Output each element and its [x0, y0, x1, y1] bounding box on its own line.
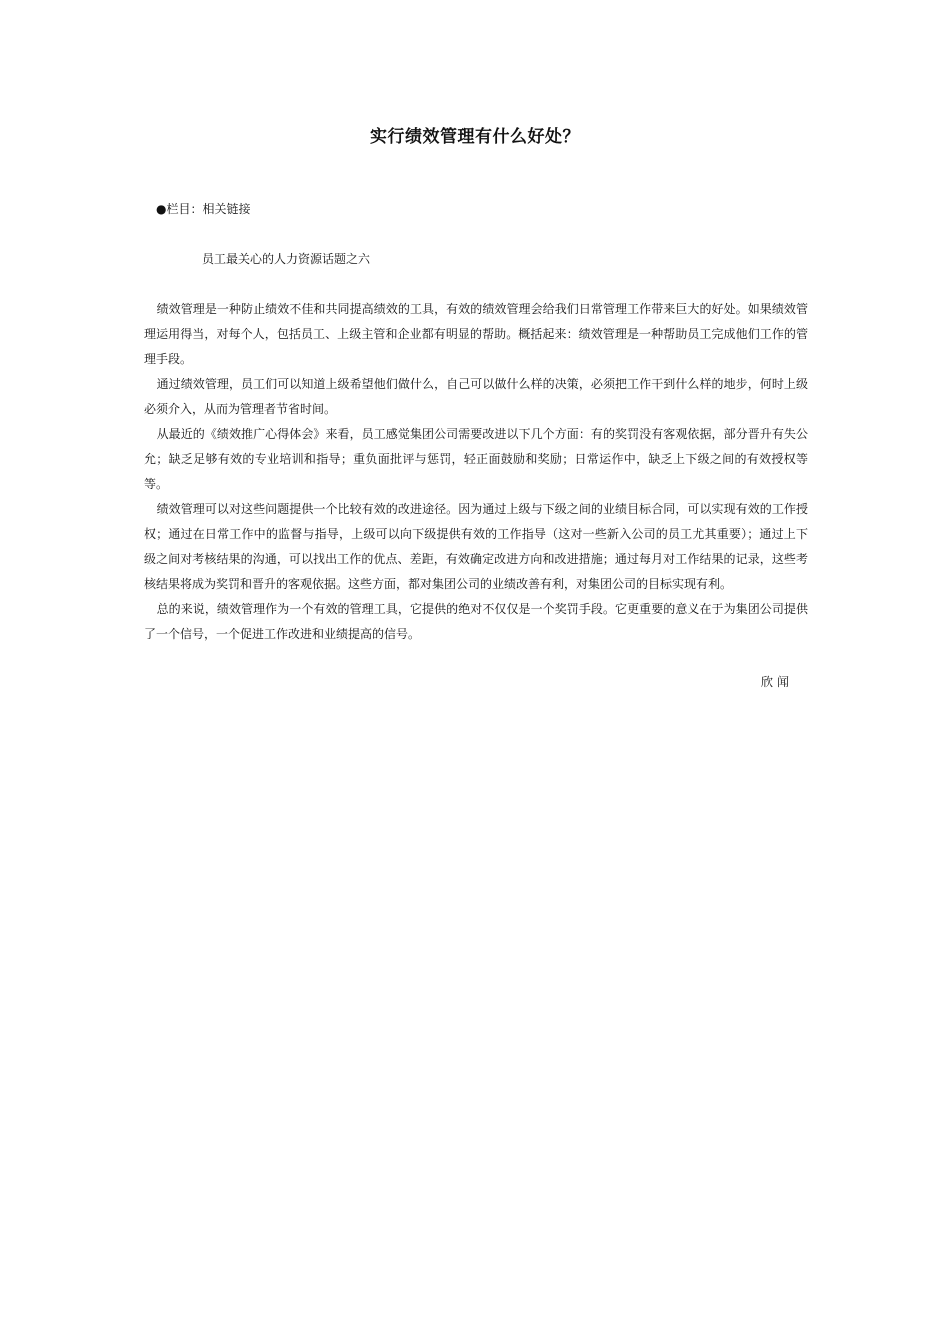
article-subtitle: 员工最关心的人力资源话题之六 [202, 252, 371, 266]
author-signature: 欣闻 [761, 675, 794, 689]
paragraph-2: 通过绩效管理，员工们可以知道上级希望他们做什么，自己可以做什么样的决策，必须把工作干到什么样的地步，何时上级必须介入，从而为管理者节省时间。 [144, 377, 808, 416]
article-body [144, 297, 808, 647]
column-label: ●栏目：相关链接 [156, 202, 251, 216]
paragraph-4: 绩效管理可以对这些问题提供一个比较有效的改进途径。因为通过上级与下级之间的业绩目标合同，可以实现有效的工作授权；通过在日常工作中的监督与指导，上级可以向下级提供有效的工作指导（这对一些新入公司的员工尤其重要）；通过上下级之间对考核结果的沟通，可以找出工作的优点、差距，有效确定改进方向和改进措施；通过每月对工作结果的记录，这些考核结果将成为奖罚和晋升的客观依据。这些方面，都对集团公司的业绩改善有利，对集团公司的目标实现有利。 [144, 502, 808, 591]
paragraph-5: 总的来说，绩效管理作为一个有效的管理工具，它提供的绝对不仅仅是一个奖罚手段。它更重要的意义在于为集团公司提供了一个信号，一个促进工作改进和业绩提高的信号。 [144, 602, 808, 641]
paragraph-1: 绩效管理是一种防止绩效不佳和共同提高绩效的工具，有效的绩效管理会给我们日常管理工作带来巨大的好处。如果绩效管理运用得当，对每个人，包括员工、上级主管和企业都有明显的帮助。概括起来：绩效管理是一种帮助员工完成他们工作的管理手段。 [144, 302, 808, 366]
paragraph-3: 从最近的《绩效推广心得体会》来看，员工感觉集团公司需要改进以下几个方面：有的奖罚没有客观依据，部分晋升有失公允；缺乏足够有效的专业培训和指导；重负面批评与惩罚，轻正面鼓励和奖励；日常运作中，缺乏上下级之间的有效授权等等。 [144, 427, 808, 491]
article-title: 实行绩效管理有什么好处？ [370, 127, 580, 147]
